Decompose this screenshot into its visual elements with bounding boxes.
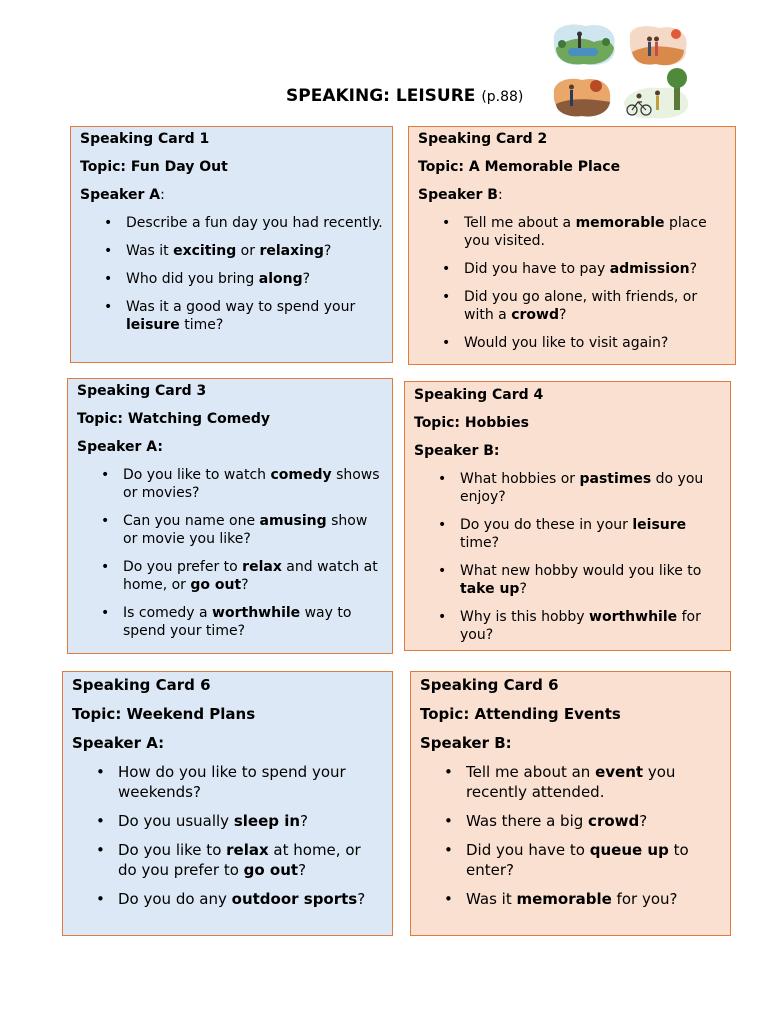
question-text: to enter?: [466, 841, 689, 879]
question-text: and watch at home, or: [123, 559, 378, 593]
question-text: ?: [302, 271, 311, 287]
card-topic: Topic: Weekend Plans: [72, 705, 256, 723]
speaker-label: Speaker A:: [77, 439, 163, 455]
question-text: ?: [300, 812, 308, 830]
card-speaker: [420, 733, 722, 753]
question-text: you recently attended.: [466, 763, 676, 801]
question-text: Was it: [466, 890, 517, 908]
keyword: memorable: [516, 890, 612, 908]
speaker-colon: :: [160, 187, 165, 203]
keyword: sleep in: [233, 812, 301, 830]
card-topic: Topic: Watching Comedy: [77, 411, 271, 427]
keyword: crowd: [588, 812, 640, 830]
question-text: Do you do these in your: [460, 517, 633, 533]
question-item: [126, 214, 384, 232]
question-item: [123, 558, 384, 594]
question-text: place you visited.: [464, 215, 707, 249]
question-item: [466, 840, 722, 880]
speaker-colon: :: [497, 187, 503, 203]
question-text: time?: [179, 317, 224, 333]
question-item: [464, 214, 727, 250]
question-text: ?: [689, 261, 698, 277]
question-item: [464, 334, 727, 352]
card-speaker: [77, 438, 384, 456]
question-text: Do you usually: [118, 812, 234, 830]
keyword: comedy: [270, 467, 332, 483]
card-speaker: [72, 733, 384, 753]
question-item: [464, 260, 727, 278]
question-text: Was there a big: [466, 812, 589, 830]
page-title: [286, 86, 523, 106]
keyword: pastimes: [579, 471, 652, 487]
question-list: [80, 214, 384, 334]
question-text: at home, or do you prefer to: [118, 841, 361, 879]
question-text: Do you do any: [118, 890, 232, 908]
question-text: show or movie you like?: [123, 513, 368, 547]
keyword: go out: [243, 861, 299, 879]
question-text: Was it a good way to spend your: [126, 299, 356, 315]
card-title: Speaking Card 2: [418, 131, 548, 147]
question-text: Do you like to watch: [123, 467, 271, 483]
question-item: [126, 298, 384, 334]
keyword: amusing: [259, 513, 327, 529]
question-text: Did you go alone, with friends, or with a: [464, 289, 698, 323]
question-text: Would you like to visit again?: [464, 335, 669, 351]
page-title-text: SPEAKING: LEISURE: [286, 86, 476, 106]
question-text: way to spend your time?: [123, 605, 352, 639]
speaker-label: Speaker B: [418, 187, 498, 203]
card-speaker: [418, 186, 727, 204]
question-item: [466, 811, 722, 831]
question-text: ?: [519, 581, 527, 597]
speaking-card-1: [70, 126, 393, 363]
leisure-illustration: [548, 18, 694, 122]
question-text: Was it: [126, 243, 174, 259]
question-text: do you enjoy?: [460, 471, 704, 505]
card-topic: Topic: Hobbies: [414, 415, 529, 431]
question-text: Did you have to: [466, 841, 590, 859]
question-item: [464, 288, 727, 324]
speaker-label: Speaker B:: [414, 443, 500, 459]
question-text: for you?: [460, 609, 701, 643]
question-item: [118, 811, 384, 831]
keyword: go out: [190, 577, 242, 593]
question-item: [118, 889, 384, 909]
speaking-card-events: [410, 671, 731, 936]
card-title: Speaking Card 6: [72, 676, 211, 694]
question-item: [460, 516, 722, 552]
question-item: [123, 512, 384, 548]
keyword: crowd: [511, 307, 559, 323]
question-item: [466, 762, 722, 802]
card-speaker: [80, 186, 384, 204]
speaking-card-weekend: [62, 671, 393, 936]
card-title: Speaking Card 3: [77, 383, 207, 399]
card-topic: Topic: A Memorable Place: [418, 159, 621, 175]
keyword: relax: [242, 559, 282, 575]
question-item: [460, 608, 722, 644]
question-text: Can you name one: [123, 513, 260, 529]
keyword: relaxing: [259, 243, 324, 259]
question-text: for you?: [611, 890, 678, 908]
question-text: Did you have to pay: [464, 261, 610, 277]
card-speaker: [414, 442, 722, 460]
speaker-label: Speaker B:: [420, 734, 512, 752]
question-text: ?: [323, 243, 332, 259]
question-list: [414, 470, 722, 644]
question-text: Do you prefer to: [123, 559, 243, 575]
keyword: worthwhile: [589, 609, 678, 625]
question-item: [123, 466, 384, 502]
question-text: shows or movies?: [123, 467, 380, 501]
question-text: ?: [298, 861, 307, 879]
question-text: Tell me about an: [466, 763, 596, 781]
card-topic: Topic: Fun Day Out: [80, 159, 228, 175]
card-topic: Topic: Attending Events: [420, 705, 621, 723]
card-title: Speaking Card 4: [414, 387, 544, 403]
question-text: Who did you bring: [126, 271, 259, 287]
keyword: leisure: [632, 517, 687, 533]
question-list: [72, 762, 384, 909]
keyword: queue up: [589, 841, 669, 859]
keyword: event: [595, 763, 644, 781]
keyword: along: [258, 271, 303, 287]
keyword: admission: [609, 261, 690, 277]
card-title: Speaking Card 1: [80, 131, 210, 147]
keyword: leisure: [126, 317, 180, 333]
speaking-card-4: [404, 381, 731, 651]
question-text: What new hobby would you like to: [460, 563, 702, 579]
question-item: [118, 840, 384, 880]
question-item: [126, 242, 384, 260]
question-item: [466, 889, 722, 909]
question-item: [123, 604, 384, 640]
keyword: outdoor sports: [231, 890, 358, 908]
question-item: [118, 762, 384, 802]
question-text: Tell me about a: [464, 215, 576, 231]
question-text: How do you like to spend your weekends?: [118, 763, 346, 801]
speaking-card-2: [408, 126, 736, 365]
question-text: Is comedy a: [123, 605, 213, 621]
question-text: Do you like to: [118, 841, 227, 859]
keyword: memorable: [575, 215, 665, 231]
page-reference: (p.88): [481, 89, 524, 105]
question-text: ?: [357, 890, 366, 908]
question-item: [126, 270, 384, 288]
question-list: [77, 466, 384, 640]
card-title: Speaking Card 6: [420, 676, 559, 694]
question-text: ?: [241, 577, 249, 593]
question-list: [418, 214, 727, 352]
question-text: time?: [460, 535, 500, 551]
keyword: exciting: [173, 243, 237, 259]
question-item: [460, 562, 722, 598]
question-text: or: [236, 243, 260, 259]
question-list: [420, 762, 722, 909]
question-item: [460, 470, 722, 506]
keyword: take up: [460, 581, 520, 597]
keyword: relax: [226, 841, 269, 859]
keyword: worthwhile: [212, 605, 301, 621]
question-text: ?: [639, 812, 648, 830]
speaking-card-3: [67, 378, 393, 654]
question-text: Describe a fun day you had recently.: [126, 215, 383, 231]
speaker-label: Speaker A: [80, 187, 161, 203]
question-text: What hobbies or: [460, 471, 580, 487]
speaker-label: Speaker A:: [72, 734, 165, 752]
question-text: Why is this hobby: [460, 609, 590, 625]
question-text: ?: [558, 307, 567, 323]
